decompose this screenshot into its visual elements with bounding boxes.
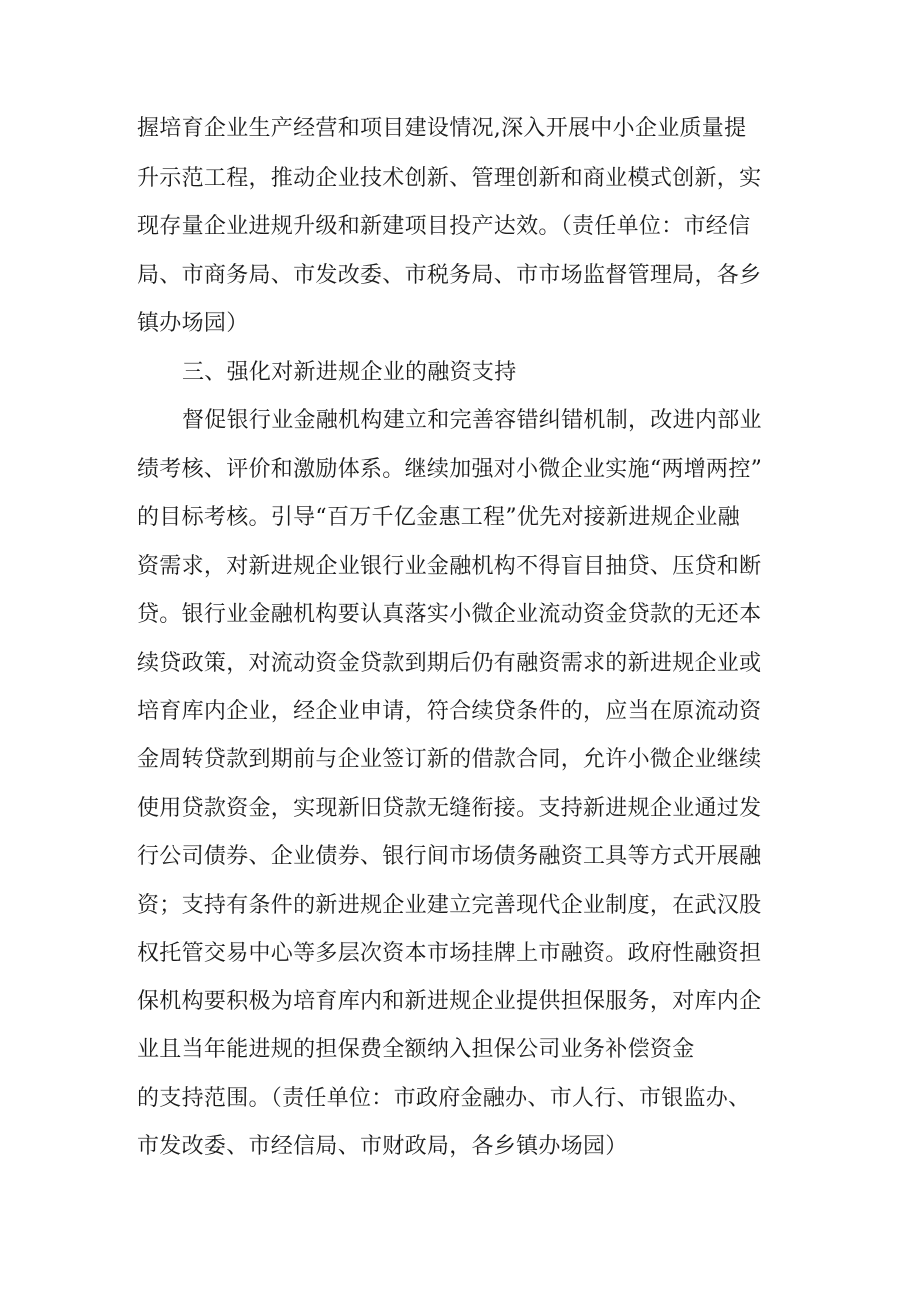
text-line: 权托管交易中心等多层次资本市场挂牌上市融资。政府性融资担	[137, 941, 762, 966]
text-line: 现存量企业进规升级和新建项目投产达效。（责任单位：市经信	[137, 214, 751, 239]
text-line: 资；支持有条件的新进规企业建立完善现代企业制度，在武汉股	[137, 893, 762, 918]
text-line: 镇办场园）	[137, 311, 249, 336]
text-line: 局、市商务局、市发改委、市税务局、市市场监督管理局，各乡	[137, 263, 762, 288]
text-line: 市发改委、市经信局、市财政局，各乡镇办场园）	[137, 1134, 628, 1159]
text-line: 升示范工程，推动企业技术创新、管理创新和商业模式创新，实	[137, 166, 762, 191]
text-line: 贷。银行业金融机构要认真落实小微企业流动资金贷款的无还本	[137, 602, 762, 627]
text-line: 保机构要积极为培育库内和新进规企业提供担保服务，对库内企	[137, 989, 762, 1014]
text-line: 续贷政策，对流动资金贷款到期后仍有融资需求的新进规企业或	[137, 651, 762, 676]
text-line: 业且当年能进规的担保费全额纳入担保公司业务补偿资金	[137, 1037, 695, 1062]
text-line: 行公司债券、企业债券、银行间市场债务融资工具等方式开展融	[137, 844, 762, 869]
text-line: 绩考核、评价和激励体系。继续加强对小微企业实施“两增两控”	[137, 457, 763, 482]
text-line: 的支持范围。（责任单位：市政府金融办、市人行、市银监办、	[137, 1086, 751, 1111]
section-heading: 三、强化对新进规企业的融资支持	[182, 360, 517, 385]
text-line: 培育库内企业，经企业申请，符合续贷条件的，应当在原流动资	[137, 699, 762, 724]
text-line: 督促银行业金融机构建立和完善容错纠错机制，改进内部业	[182, 408, 762, 433]
text-line: 使用贷款资金，实现新旧贷款无缝衔接。支持新进规企业通过发	[137, 796, 762, 821]
text-line: 资需求，对新进规企业银行业金融机构不得盲目抽贷、压贷和断	[137, 554, 762, 579]
text-line: 金周转贷款到期前与企业签订新的借款合同，允许小微企业继续	[137, 747, 762, 772]
text-line: 的目标考核。引导“百万千亿金惠工程”优先对接新进规企业融	[137, 505, 740, 530]
text-line: 握培育企业生产经营和项目建设情况,深入开展中小企业质量提	[137, 116, 747, 141]
